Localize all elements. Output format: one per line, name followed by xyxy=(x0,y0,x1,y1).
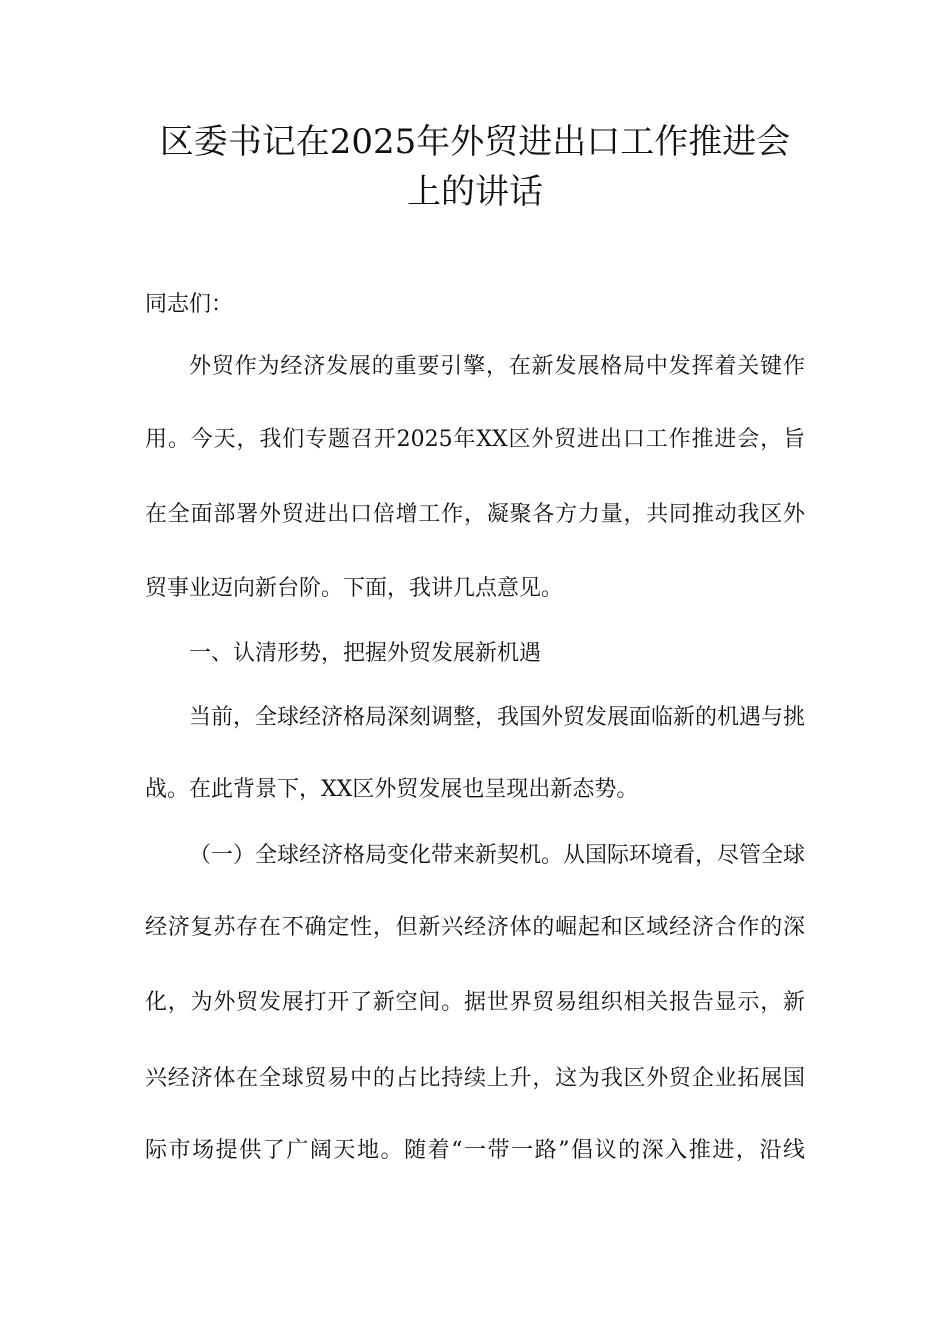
body-text-line: 化，为外贸发展打开了新空间。据世界贸易组织相关报告显示，新 xyxy=(145,990,805,1015)
body-text-line: 当前，全球经济格局深刻调整，我国外贸发展面临新的机遇与挑 xyxy=(189,705,806,730)
body-text-line: 贸事业迈向新台阶。下面，我讲几点意见。 xyxy=(145,576,564,601)
body-text-line: 兴经济体在全球贸易中的占比持续上升，这为我区外贸企业拓展国 xyxy=(145,1066,805,1091)
body-text-line: 外贸作为经济发展的重要引擎，在新发展格局中发挥着关键作 xyxy=(189,354,805,379)
body-text-line: 一、认清形势，把握外贸发展新机遇 xyxy=(189,641,542,666)
body-text-line: （一）全球经济格局变化带来新契机。从国际环境看，尽管全球 xyxy=(189,843,806,868)
document-title-line-2: 上的讲话 xyxy=(407,172,543,212)
body-text-line: 用。今天，我们专题召开2025年XX区外贸进出口工作推进会，旨 xyxy=(145,427,805,452)
salutation: 同志们： xyxy=(145,292,234,317)
body-text-line: 在全面部署外贸进出口倍增工作，凝聚各方力量，共同推动我区外 xyxy=(145,502,805,527)
body-text-line: 际市场提供了广阔天地。随着“一带一路”倡议的深入推进，沿线 xyxy=(145,1138,805,1163)
document-title-line-1: 区委书记在2025年外贸进出口工作推进会 xyxy=(159,122,791,162)
body-text-line: 经济复苏存在不确定性，但新兴经济体的崛起和区域经济合作的深 xyxy=(145,915,805,940)
body-text-line: 战。在此背景下，XX区外贸发展也呈现出新态势。 xyxy=(145,777,639,802)
